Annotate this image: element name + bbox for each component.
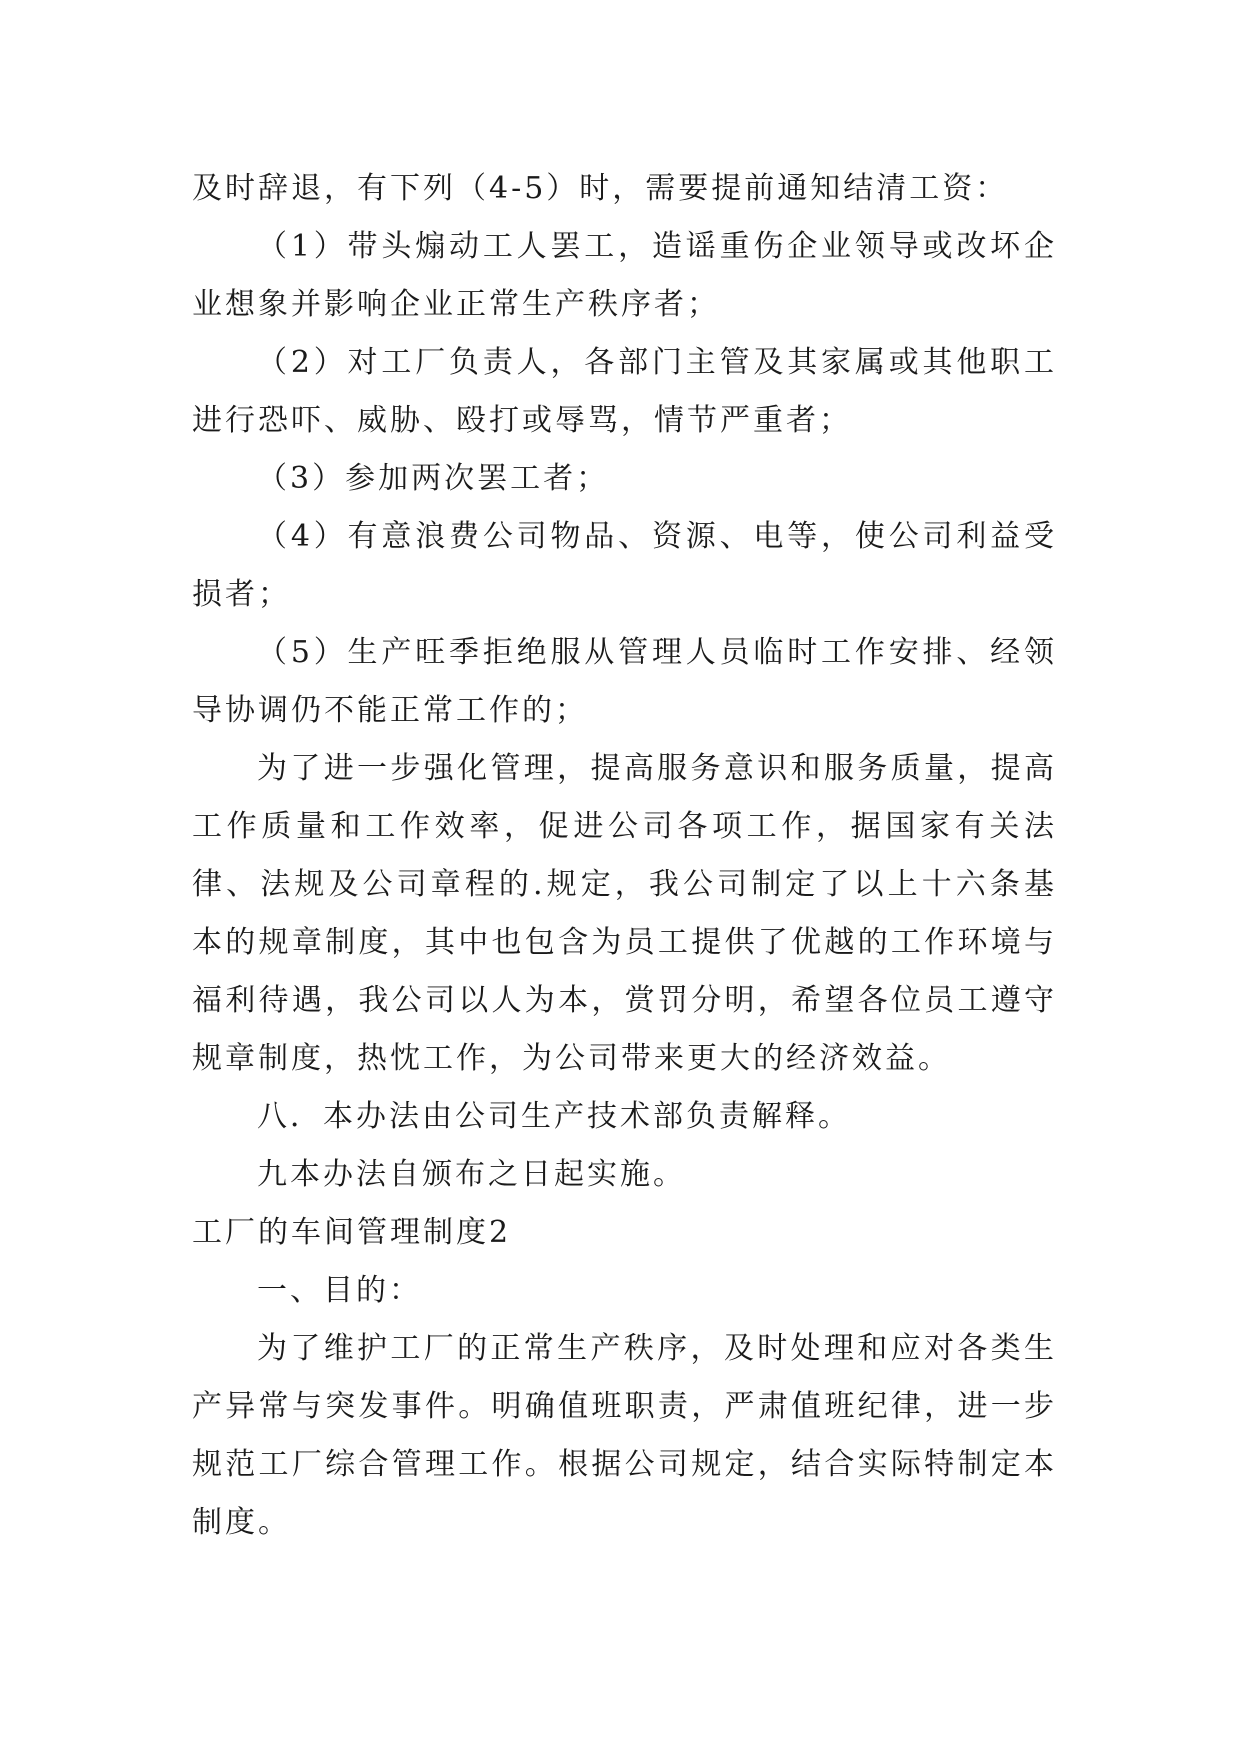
list-item-2: （2）对工厂负责人，各部门主管及其家属或其他职工进行恐吓、威胁、殴打或辱骂，情节严重者； [192, 345, 1057, 438]
section-title: 工厂的车间管理制度2 [192, 1215, 512, 1250]
document-page [192, 160, 1057, 1552]
clause-nine: 九本办法自颁布之日起实施。 [257, 1157, 686, 1192]
list-item-1: （1）带头煽动工人罢工，造谣重伤企业领导或改坏企业想象并影响企业正常生产秩序者； [192, 229, 1057, 322]
paragraph-notice-intro: 及时辞退，有下列（4-5）时，需要提前通知结清工资： [192, 171, 1009, 206]
paragraph-summary: 为了进一步强化管理，提高服务意识和服务质量，提高工作质量和工作效率，促进公司各项工作，据国家有关法律、法规及公司章程的.规定，我公司制定了以上十六条基本的规章制度，其中也包含为员工提供了优越的工作环境与福利待遇，我公司以人为本，赏罚分明，希望各位员工遵守规章制度，热忱工作，为公司带来更大的经济效益。 [192, 751, 1057, 1076]
list-item-5: （5）生产旺季拒绝服从管理人员临时工作安排、经领导协调仍不能正常工作的； [192, 635, 1057, 728]
paragraph-purpose: 为了维护工厂的正常生产秩序，及时处理和应对各类生产异常与突发事件。明确值班职责，严肃值班纪律，进一步规范工厂综合管理工作。根据公司规定，结合实际特制定本制度。 [192, 1331, 1057, 1540]
clause-eight: 八．本办法由公司生产技术部负责解释。 [257, 1099, 851, 1134]
list-item-3: （3）参加两次罢工者； [257, 461, 610, 496]
subsection-heading-purpose: 一、目的： [257, 1273, 422, 1308]
list-item-4: （4）有意浪费公司物品、资源、电等，使公司利益受损者； [192, 519, 1057, 612]
